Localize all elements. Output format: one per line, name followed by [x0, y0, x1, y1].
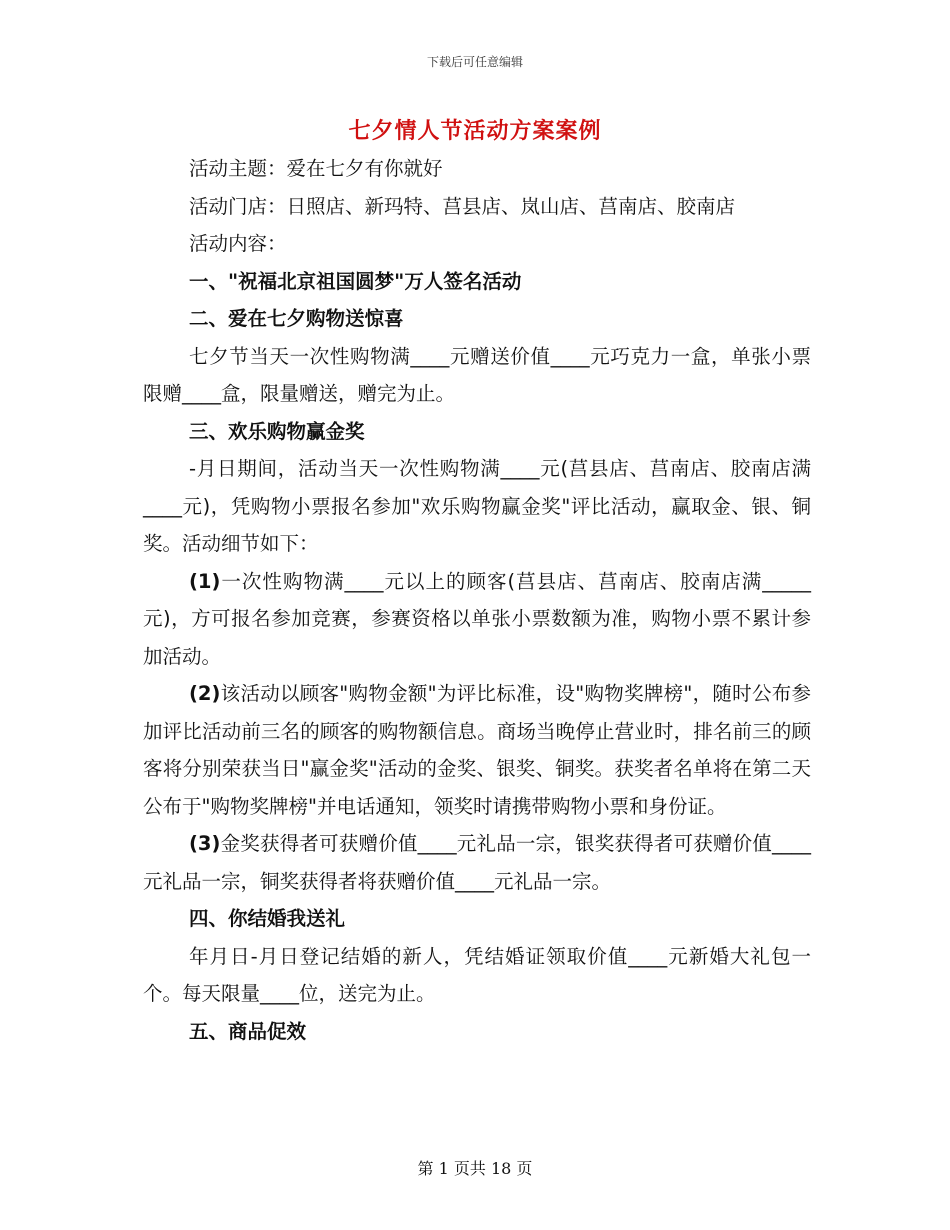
- list-item: [143, 675, 811, 825]
- section-paragraph-3: -月日期间，活动当天一次性购物满____元(莒县店、莒南店、胶南店满____元)，凭购物小票报名参加"欢乐购物赢金奖"评比活动，赢取金、银、铜奖。活动细节如下：: [143, 457, 811, 555]
- document-title: 七夕情人节活动方案案例: [348, 119, 602, 144]
- list-item-number: (2): [189, 682, 221, 705]
- section-heading-2: 二、爱在七夕购物送惊喜: [189, 307, 404, 330]
- section-heading-5: 五、商品促效: [189, 1019, 307, 1043]
- section-paragraph-2: 七夕节当天一次性购物满____元赠送价值____元巧克力一盒，单张小票限赠____盒，限量赠送，赠完为止。: [143, 344, 811, 405]
- section-heading-3: 三、欢乐购物赢金奖: [189, 419, 365, 443]
- list-item-text: 该活动以顾客"购物金额"为评比标准，设"购物奖牌榜"，随时公布参加评比活动前三名的顾客的购物额信息。商场当晚停止营业时，排名前三的顾客将分别荣获当日"赢金奖"活动的金奖、银奖、铜奖。获奖者名单将在第二天公布于"购物奖牌榜"并电话通知，领奖时请携带购物小票和身份证。: [143, 682, 811, 818]
- activity-content-label: 活动内容：: [189, 232, 287, 255]
- document-body: [143, 150, 811, 1050]
- list-item: [143, 563, 811, 676]
- activity-stores: 活动门店：日照店、新玛特、莒县店、岚山店、莒南店、胶南店: [189, 194, 736, 218]
- page-footer-number: 第 1 页共 18 页: [417, 1159, 533, 1178]
- activity-theme: 活动主题：爱在七夕有你就好: [189, 157, 443, 180]
- list-item-text: 一次性购物满____元以上的顾客(莒县店、莒南店、胶南店满_____元)，方可报名参加竞赛，参赛资格以单张小票数额为准，购物小票不累计参加活动。: [143, 569, 811, 668]
- section-heading-4: 四、你结婚我送礼: [189, 907, 346, 930]
- section-paragraph-4: 年月日-月日登记结婚的新人，凭结婚证领取价值____元新婚大礼包一个。每天限量____位，送完为止。: [143, 944, 811, 1005]
- section-heading-1: 一、"祝福北京祖国圆梦"万人签名活动: [189, 269, 522, 293]
- list-item-number: (1): [189, 569, 221, 593]
- list-item-number: (3): [189, 832, 221, 855]
- list-item-text: 金奖获得者可获赠价值____元礼品一宗，银奖获得者可获赠价值____元礼品一宗，铜奖获得者将获赠价值____元礼品一宗。: [143, 832, 811, 893]
- page-header-note: 下载后可任意编辑: [426, 55, 523, 69]
- list-item: [143, 825, 811, 900]
